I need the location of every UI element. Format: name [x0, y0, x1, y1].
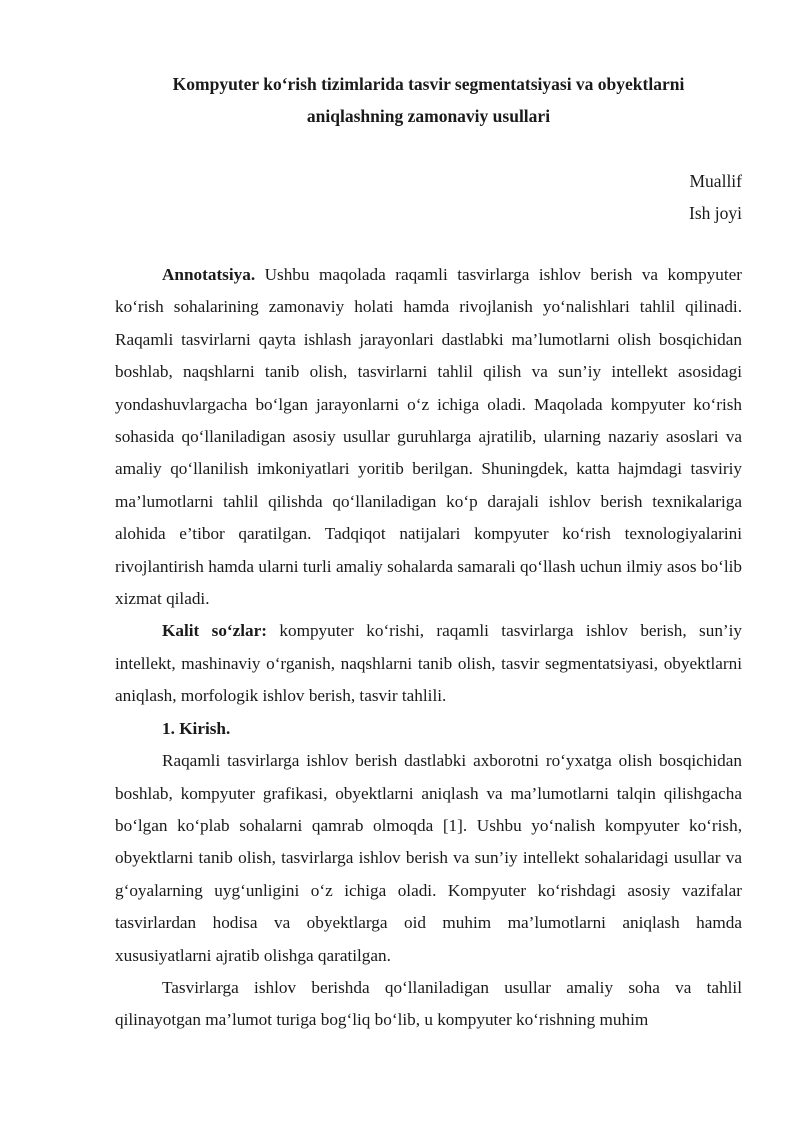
keywords-paragraph: [115, 615, 742, 712]
keywords-text: kompyuter ko‘rishi, raqamli tasvirlarga ishlov berish, sun’iy intellekt, mashinaviy o‘rganish, naqshlarni tanib olish, tasvir segmentatsiyasi, obyektlarni aniqlash, morfologik ishlov berish, tasvir tahlili.: [115, 621, 742, 706]
section-heading-introduction: 1. Kirish.: [162, 718, 231, 738]
paper-body: [115, 259, 742, 1037]
author-name: Muallif: [689, 171, 742, 191]
document-page: [115, 68, 742, 1037]
intro-paragraph-1: Raqamli tasvirlarga ishlov berish dastlabki axborotni ro‘yxatga olish bosqichidan boshlab, kompyuter grafikasi, obyektlarni aniqlash va ma’lumotlarni talqin qilishgacha bo‘lgan ko‘plab sohalarni qamrab olmoqda [1]. Ushbu yo‘nalish kompyuter ko‘rish, obyektlarni tanib olish, tasvirlarga ishlov berish va sun’iy intellekt sohalaridagi usullar va g‘oyalarning uyg‘unligini o‘z ichiga oladi. Kompyuter ko‘rishdagi asosiy vazifalar tasvirlardan hodisa va obyektlarga oid muhim ma’lumotlarni aniqlash hamda xususiyatlarni ajratib olishga qaratilgan.: [115, 751, 742, 965]
keywords-label: Kalit so‘zlar:: [162, 621, 267, 641]
author-workplace: Ish joyi: [689, 203, 742, 223]
paper-title-line-2: aniqlashning zamonaviy usullari: [306, 106, 551, 126]
paper-title-line-1: Kompyuter ko‘rish tizimlarida tasvir segmentatsiyasi va obyektlarni: [172, 74, 685, 94]
abstract-paragraph: [115, 259, 742, 615]
abstract-text: Ushbu maqolada raqamli tasvirlarga ishlov berish va kompyuter ko‘rish sohalarining zamonaviy holati hamda rivojlanish yo‘nalishlari tahlil qilinadi. Raqamli tasvirlarni qayta ishlash jarayonlari dastlabki ma’lumotlarni olish bosqichidan boshlab, naqshlarni tanib olish, tasvirlarni tahlil qilish va sun’iy intellekt asosidagi yondashuvlargacha bo‘lgan jarayonlarni o‘z ichiga oladi. Maqolada kompyuter ko‘rish sohasida qo‘llaniladigan asosiy usullar guruhlarga ajratilib, ularning nazariy asoslari va amaliy qo‘llanilish imkoniyatlari yoritib berilgan. Shuningdek, katta hajmdagi tasviriy ma’lumotlarni tahlil qilishda qo‘llaniladigan ko‘p darajali ishlov berish texnikalariga alohida e’tibor qaratilgan. Tadqiqot natijalari kompyuter ko‘rish texnologiyalarini rivojlantirish hamda ularni turli amaliy sohalarda samarali qo‘llash uchun ilmiy asos bo‘lib xizmat qiladi.: [115, 265, 742, 609]
abstract-label: Annotatsiya.: [162, 265, 256, 284]
intro-paragraph-2: Tasvirlarga ishlov berishda qo‘llaniladigan usullar amaliy soha va tahlil qilinayotgan ma’lumot turiga bog‘liq bo‘lib, u kompyuter ko‘rishning muhim: [115, 977, 742, 1030]
author-block: [115, 165, 742, 229]
paper-title: [115, 68, 742, 132]
